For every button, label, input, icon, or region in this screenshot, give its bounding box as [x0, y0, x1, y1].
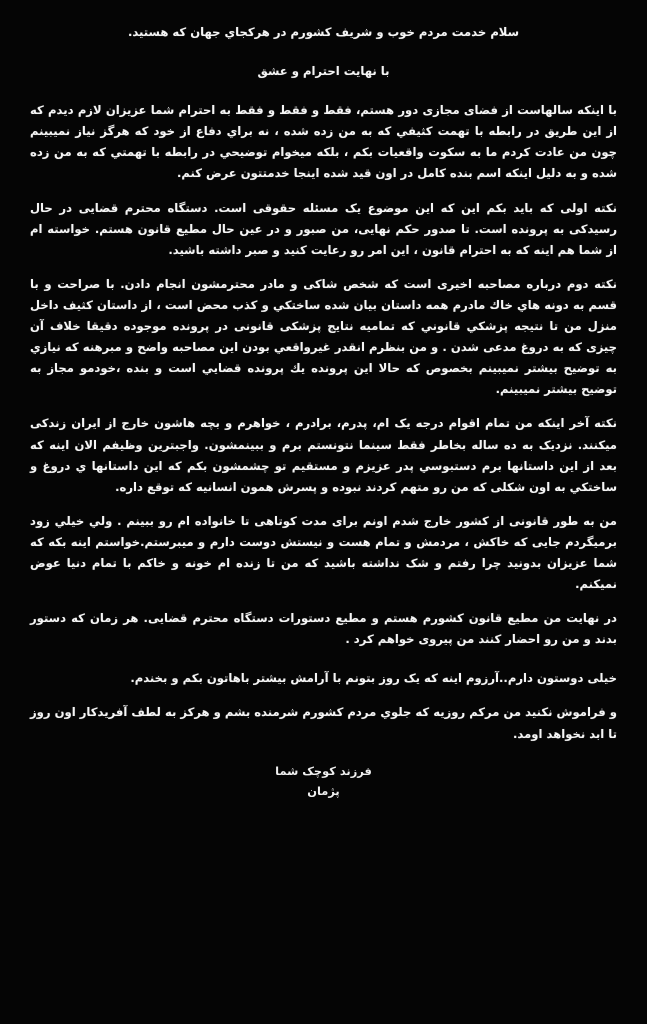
salutation-line: با نهایت احترام و عشق	[257, 64, 390, 79]
paragraph-5: من به طور قانونی از کشور خارج شدم اونم برای مدت کوتاهی تا خانواده ام رو ببینم . ولي خيلي زود برميگردم جایی که خاکش ، مردمش و تمام هست و نیستش دوست دارم و میبرستم.خواستم اینه بکه که شما عزیزان بدونید چرا رفتم و شک نداشته باشید که من تا زنده ام خونه و خاكم با تمام دنیا عوض نمیکنم.	[30, 513, 617, 592]
signature-block	[30, 761, 617, 802]
signature-line-2: پژمان	[307, 784, 340, 799]
paragraph-4: نکته آخر اینکه من تمام اقوام درجه یک ام، پدرم، برادرم ، خواهرم و بچه هاشون خارج از ایران زندکی میکنند. نزدیک به ده ساله بخاطر فقط سینما نتونستم برم و ببینمشون. واجبترین وظیفم الان اینه که بعد از این داستانها برم دستبوسي پدر عزیزم و مستقیم تو چشمشون بکم که این داستانها ي دروغ و ساختکي به اون شکلی که من رو متهم کردند نبوده و پسرش همون انسانیه که توقع داره.	[30, 416, 617, 494]
paragraph-2: نکته اولی که باید بکم این که این موضوع یک مسئله حقوقی است. دستگاه محترم قضایی در حال رسیدکی به پرونده است. تا صدور حکم نهایی، من صبور و در عین حال مطیع قانون هستم. خواسته ام از شما هم اینه که به احترام قانون ، این امر رو رعایت کنید و صبر داشته باشید.	[30, 200, 617, 257]
greeting-line: سلام خدمت مردم خوب و شریف کشورم در هرکجاي جهان که هستید.	[127, 25, 520, 39]
signature-line-1: فرزند کوچک شما	[275, 763, 372, 778]
paragraph-1: با اینکه سالهاست از فضای مجازی دور هستم، فقط و فقط و فقط به احترام شما عزیزان لازم دیدم که از این طریق در رابطه با تهمت کثیفي که به من زده شده ، نه براي دفاع از خود که هرگز نیاز نمیبینم چون من عادت کردم ما به سکوت واقعیات بکم ، بلکه میخوام توضیحي در رابطه با تهمتي که به من زده شده و به دلیل اینکه اسم بنده کامل در اون قید شده اینجا خدمتتون عرض کنم.	[30, 103, 617, 181]
paragraph-6: در نهایت من مطیع قانون کشورم هستم و مطیع دستورات دستگاه محترم قضایی. هر زمان که دستور بدند و من رو احضار کنند من پیروی خواهم کرد .	[30, 611, 617, 647]
statement-body	[30, 22, 617, 802]
paragraph-7: خیلی دوستون دارم..آرزوم اینه که یک روز بتونم با آرامش بیشتر باهاتون بکم و بخندم.	[130, 671, 617, 686]
paragraph-3: نکته دوم درباره مصاحبه اخیری است که شخص شاکی و مادر محترمشون انجام دادن. با صراحت و با قسم به دونه هاي خاك مادرم همه داستان بیان شده ساختکي و کذب محض است ، از داستان کثیف داخل منزل من تا نتیجه پزشکي قانوني که تمامیه نتایج پزشکی قانونی در پرونده موجوده دقیقا خلاف آن چیزی که به دروغ مدعی شدن . و من بنظرم انقدر غیرواقعي بودن این مصاحبه واضح و مبرهنه که نیازي به توضیح بیشتر نمیبینم بخصوص که حالا این پرونده یك پرونده قضایي است و بنده ،خودمو مجاز به توضیح بیشتر نمیبینم.	[30, 276, 617, 397]
paragraph-8: و فراموش نکنید من مرکم روزیه که جلوي مردم کشورم شرمنده بشم و هرکز به لطف آفریدکار اون روز تا ابد نخواهد اومد.	[30, 705, 617, 741]
